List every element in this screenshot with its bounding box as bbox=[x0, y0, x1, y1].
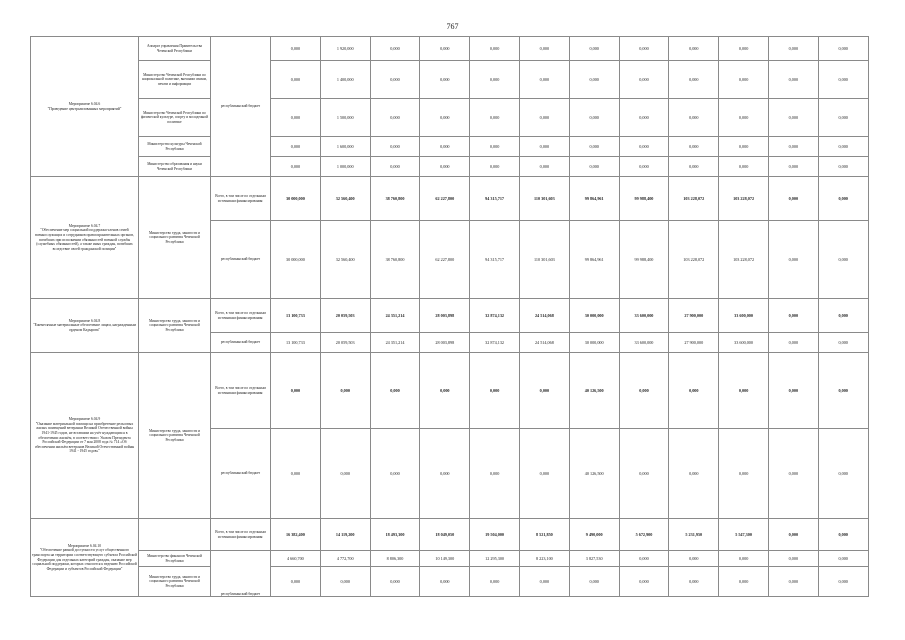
value-cell: 30 000,000 bbox=[271, 177, 321, 221]
value-cell: 0,000 bbox=[818, 551, 868, 567]
funding-source-cell: Всего, в том числе по отдельным источникам финансирования: bbox=[211, 299, 271, 333]
value-cell: 0,000 bbox=[669, 157, 719, 177]
value-cell: 18 493,300 bbox=[370, 519, 420, 551]
event-label: Мероприятие 6.04.7 "Обеспечение мер социальной поддержки членов семей военнослужащих и сотрудников правоохранительных органов, погибших при исполнении обязанностей военной службы (служебных обязанностей), а также иных граждан, погибших вследствие своей гражданской позиции" bbox=[31, 177, 139, 299]
funding-source-cell: Всего, в том числе по отдельным источникам финансирования: bbox=[211, 177, 271, 221]
value-cell: 0,000 bbox=[370, 567, 420, 597]
value-cell: 0,000 bbox=[271, 353, 321, 429]
value-cell: 0,000 bbox=[470, 429, 520, 519]
value-cell: 0,000 bbox=[818, 157, 868, 177]
value-cell: 103 228,072 bbox=[719, 221, 769, 299]
value-cell: 110 301,603 bbox=[519, 177, 569, 221]
page-number: 767 bbox=[446, 22, 459, 31]
value-cell: 0,000 bbox=[768, 429, 818, 519]
value-cell: 0,000 bbox=[370, 137, 420, 157]
value-cell: 0,000 bbox=[470, 157, 520, 177]
value-cell: 0,000 bbox=[519, 137, 569, 157]
value-cell: 33 600,000 bbox=[619, 333, 669, 353]
value-cell: 0,000 bbox=[719, 99, 769, 137]
value-cell: 0,000 bbox=[271, 61, 321, 99]
value-cell: 38 760,800 bbox=[370, 221, 420, 299]
value-cell: 0,000 bbox=[768, 551, 818, 567]
value-cell: 0,000 bbox=[768, 353, 818, 429]
value-cell: 0,000 bbox=[619, 157, 669, 177]
event-label: Мероприятие 6.04.6 "Проведение централизованных мероприятий" bbox=[31, 37, 139, 177]
value-cell: 33 600,000 bbox=[719, 299, 769, 333]
value-cell: 28 003,898 bbox=[420, 299, 470, 333]
value-cell: 27 900,000 bbox=[669, 299, 719, 333]
value-cell: 1 500,000 bbox=[320, 99, 370, 137]
value-cell: 24 514,068 bbox=[519, 299, 569, 333]
value-cell: 0,000 bbox=[719, 61, 769, 99]
value-cell: 30 000,000 bbox=[569, 333, 619, 353]
value-cell: 19 504,000 bbox=[470, 519, 520, 551]
value-cell: 0,000 bbox=[818, 137, 868, 157]
value-cell: 0,000 bbox=[669, 99, 719, 137]
executor-cell: Министерство финансов Чеченской Республики bbox=[139, 551, 211, 567]
funding-source-cell: республиканский бюджет bbox=[211, 37, 271, 177]
value-cell: 0,000 bbox=[519, 99, 569, 137]
value-cell: 1 400,000 bbox=[320, 61, 370, 99]
table-row bbox=[31, 99, 869, 137]
value-cell: 0,000 bbox=[818, 429, 868, 519]
table-row bbox=[31, 519, 869, 551]
value-cell: 0,000 bbox=[271, 157, 321, 177]
value-cell: 0,000 bbox=[768, 137, 818, 157]
value-cell: 99 864,961 bbox=[569, 177, 619, 221]
funding-source-cell: республиканский бюджет bbox=[211, 221, 271, 299]
value-cell: 0,000 bbox=[818, 353, 868, 429]
executor-cell: Министерство труда, занятости и социального развития Чеченской Республики bbox=[139, 567, 211, 597]
value-cell: 0,000 bbox=[420, 567, 470, 597]
value-cell: 20 059,503 bbox=[320, 333, 370, 353]
table-row bbox=[31, 177, 869, 221]
value-cell: 32 874,132 bbox=[470, 299, 520, 333]
value-cell: 0,000 bbox=[818, 177, 868, 221]
value-cell: 0,000 bbox=[768, 333, 818, 353]
value-cell: 0,000 bbox=[470, 567, 520, 597]
value-cell: 0,000 bbox=[569, 37, 619, 61]
value-cell: 0,000 bbox=[619, 137, 669, 157]
value-cell: 0,000 bbox=[470, 61, 520, 99]
value-cell: 94 315,717 bbox=[470, 221, 520, 299]
value-cell: 0,000 bbox=[320, 567, 370, 597]
value-cell: 0,000 bbox=[719, 37, 769, 61]
funding-source-cell: Всего, в том числе по отдельным источникам финансирования: bbox=[211, 353, 271, 429]
value-cell: 1 000,000 bbox=[320, 157, 370, 177]
value-cell: 0,000 bbox=[719, 551, 769, 567]
value-cell: 0,000 bbox=[420, 99, 470, 137]
value-cell: 27 900,000 bbox=[669, 333, 719, 353]
value-cell: 0,000 bbox=[370, 99, 420, 137]
value-cell: 0,000 bbox=[519, 353, 569, 429]
value-cell: 0,000 bbox=[818, 99, 868, 137]
value-cell: 4 660,700 bbox=[271, 551, 321, 567]
budget-table bbox=[30, 36, 869, 597]
value-cell: 0,000 bbox=[768, 61, 818, 99]
value-cell: 8 223,100 bbox=[519, 551, 569, 567]
value-cell: 24 351,214 bbox=[370, 333, 420, 353]
value-cell: 38 760,800 bbox=[370, 177, 420, 221]
value-cell: 0,000 bbox=[818, 299, 868, 333]
event-label: Мероприятие 6.04.8 "Ежемесячные материальные обеспечение лицам, награжденным орденом Кадырова" bbox=[31, 299, 139, 353]
value-cell: 20 059,503 bbox=[320, 299, 370, 333]
value-cell: 110 301,603 bbox=[519, 221, 569, 299]
value-cell: 0,000 bbox=[370, 353, 420, 429]
value-cell: 0,000 bbox=[569, 157, 619, 177]
event-label: Мероприятие 6.04.10 "Обеспечение равной доступности услуг общественного транспорта на территории соответствующего субъекта Российской Федерации для отдельных категорий граждан, оказание мер социальной поддержки, которых относится к ведению Российской Федерации и субъектов Российской Федерации" bbox=[31, 519, 139, 597]
value-cell: 0,000 bbox=[420, 61, 470, 99]
value-cell: 0,000 bbox=[719, 157, 769, 177]
value-cell: 0,000 bbox=[719, 353, 769, 429]
value-cell: 0,000 bbox=[470, 37, 520, 61]
value-cell: 40 126,500 bbox=[569, 353, 619, 429]
event-label: Мероприятие 6.04.9 "Оказание материальной помощи на приобретение рельсовых жилых помещений ветеранам Великой Отечественной войны 1941-1945 годов, не вставшим на учёт нуждающихся в обеспечении жильём, в соответствии с Указом Президента Российской Федерации от 7 мая 2008 года № 714 «Об обеспечении жильём ветеранов Великой Отечественной войны 1941 - 1945 годов»" bbox=[31, 353, 139, 519]
value-cell: 0,000 bbox=[669, 567, 719, 597]
value-cell: 12 295,300 bbox=[470, 551, 520, 567]
value-cell: 0,000 bbox=[818, 37, 868, 61]
value-cell: 0,000 bbox=[719, 567, 769, 597]
value-cell: 0,000 bbox=[519, 429, 569, 519]
value-cell: 103 228,072 bbox=[669, 177, 719, 221]
value-cell: 99 864,961 bbox=[569, 221, 619, 299]
table-row bbox=[31, 37, 869, 61]
value-cell: 24 351,214 bbox=[370, 299, 420, 333]
value-cell: 0,000 bbox=[370, 61, 420, 99]
value-cell: 0,000 bbox=[818, 519, 868, 551]
value-cell: 0,000 bbox=[271, 429, 321, 519]
value-cell: 0,000 bbox=[320, 353, 370, 429]
value-cell: 0,000 bbox=[768, 37, 818, 61]
executor-cell bbox=[139, 519, 211, 551]
executor-cell: Министерство образования и науки Чеченской Республики bbox=[139, 157, 211, 177]
value-cell: 0,000 bbox=[768, 157, 818, 177]
value-cell: 3 827,530 bbox=[569, 551, 619, 567]
value-cell: 0,000 bbox=[619, 61, 669, 99]
value-cell: 8 521,850 bbox=[519, 519, 569, 551]
funding-source-cell: республиканский бюджет bbox=[211, 429, 271, 519]
executor-cell: Министерство Чеченской Республики по физической культуре, спорту и молодежной политике bbox=[139, 99, 211, 137]
value-cell: 99 988,400 bbox=[619, 221, 669, 299]
value-cell: 4 772,700 bbox=[320, 551, 370, 567]
value-cell: 62 227,800 bbox=[420, 177, 470, 221]
value-cell: 0,000 bbox=[470, 353, 520, 429]
value-cell: 5 672,900 bbox=[619, 519, 669, 551]
value-cell: 0,000 bbox=[619, 99, 669, 137]
value-cell: 103 228,072 bbox=[719, 177, 769, 221]
funding-source-cell: Всего, в том числе по отдельным источникам финансирования: bbox=[211, 519, 271, 551]
value-cell: 0,000 bbox=[519, 157, 569, 177]
value-cell: 0,000 bbox=[420, 429, 470, 519]
value-cell: 0,000 bbox=[669, 353, 719, 429]
value-cell: 62 227,800 bbox=[420, 221, 470, 299]
table-row bbox=[31, 61, 869, 99]
table-row bbox=[31, 299, 869, 333]
value-cell: 0,000 bbox=[669, 137, 719, 157]
executor-cell: Аппарат управления Правительства Чеченской Республики bbox=[139, 37, 211, 61]
value-cell: 0,000 bbox=[619, 429, 669, 519]
value-cell: 0,000 bbox=[619, 37, 669, 61]
value-cell: 40 126,500 bbox=[569, 429, 619, 519]
table-row bbox=[31, 567, 869, 597]
value-cell: 0,000 bbox=[420, 37, 470, 61]
value-cell: 0,000 bbox=[669, 37, 719, 61]
executor-cell: Министерство труда, занятости и социального развития Чеченской Республики bbox=[139, 353, 211, 519]
value-cell: 8 806,300 bbox=[370, 551, 420, 567]
value-cell: 33 600,000 bbox=[619, 299, 669, 333]
value-cell: 0,000 bbox=[619, 567, 669, 597]
value-cell: 5 547,300 bbox=[719, 519, 769, 551]
value-cell: 1 920,000 bbox=[320, 37, 370, 61]
value-cell: 0,000 bbox=[719, 429, 769, 519]
value-cell: 0,000 bbox=[768, 99, 818, 137]
value-cell: 0,000 bbox=[271, 37, 321, 61]
value-cell: 0,000 bbox=[818, 567, 868, 597]
value-cell: 0,000 bbox=[271, 99, 321, 137]
value-cell: 0,000 bbox=[619, 551, 669, 567]
value-cell: 0,000 bbox=[519, 567, 569, 597]
funding-source-cell: республиканский бюджет bbox=[211, 333, 271, 353]
value-cell: 94 315,717 bbox=[470, 177, 520, 221]
value-cell: 0,000 bbox=[818, 221, 868, 299]
executor-cell: Министерство Чеченской Республики по национальной политике, внешним связям, печати и информации bbox=[139, 61, 211, 99]
value-cell: 0,000 bbox=[569, 99, 619, 137]
value-cell: 0,000 bbox=[569, 61, 619, 99]
value-cell: 0,000 bbox=[271, 567, 321, 597]
value-cell: 14 119,200 bbox=[320, 519, 370, 551]
value-cell: 0,000 bbox=[768, 177, 818, 221]
value-cell: 0,000 bbox=[519, 37, 569, 61]
value-cell: 0,000 bbox=[470, 99, 520, 137]
value-cell: 0,000 bbox=[420, 137, 470, 157]
value-cell: 0,000 bbox=[619, 353, 669, 429]
value-cell: 18 049,050 bbox=[420, 519, 470, 551]
value-cell: 32 874,132 bbox=[470, 333, 520, 353]
table-row bbox=[31, 157, 869, 177]
funding-source-cell: республиканский бюджет bbox=[211, 551, 271, 597]
table-row bbox=[31, 137, 869, 157]
value-cell: 0,000 bbox=[669, 551, 719, 567]
executor-cell: Министерство культуры Чеченской Республики bbox=[139, 137, 211, 157]
value-cell: 0,000 bbox=[370, 157, 420, 177]
value-cell: 16 382,400 bbox=[271, 519, 321, 551]
value-cell: 0,000 bbox=[420, 353, 470, 429]
value-cell: 0,000 bbox=[818, 333, 868, 353]
value-cell: 0,000 bbox=[320, 429, 370, 519]
value-cell: 13 100,733 bbox=[271, 299, 321, 333]
value-cell: 0,000 bbox=[370, 37, 420, 61]
value-cell: 13 100,733 bbox=[271, 333, 321, 353]
value-cell: 0,000 bbox=[768, 299, 818, 333]
value-cell: 0,000 bbox=[669, 429, 719, 519]
value-cell: 28 003,898 bbox=[420, 333, 470, 353]
table-row bbox=[31, 551, 869, 567]
value-cell: 9 490,000 bbox=[569, 519, 619, 551]
value-cell: 0,000 bbox=[569, 567, 619, 597]
executor-cell: Министерство труда, занятости и социального развития Чеченской Республики bbox=[139, 177, 211, 299]
value-cell: 0,000 bbox=[719, 137, 769, 157]
value-cell: 32 560,400 bbox=[320, 221, 370, 299]
table-row bbox=[31, 353, 869, 429]
value-cell: 30 000,000 bbox=[271, 221, 321, 299]
value-cell: 32 560,400 bbox=[320, 177, 370, 221]
value-cell: 0,000 bbox=[669, 61, 719, 99]
value-cell: 0,000 bbox=[818, 61, 868, 99]
value-cell: 0,000 bbox=[370, 429, 420, 519]
value-cell: 30 000,000 bbox=[569, 299, 619, 333]
value-cell: 99 988,400 bbox=[619, 177, 669, 221]
value-cell: 0,000 bbox=[569, 137, 619, 157]
value-cell: 0,000 bbox=[420, 157, 470, 177]
value-cell: 33 600,000 bbox=[719, 333, 769, 353]
value-cell: 1 600,000 bbox=[320, 137, 370, 157]
value-cell: 5 231,950 bbox=[669, 519, 719, 551]
value-cell: 0,000 bbox=[768, 567, 818, 597]
value-cell: 24 514,068 bbox=[519, 333, 569, 353]
value-cell: 103 228,072 bbox=[669, 221, 719, 299]
executor-cell: Министерство труда, занятости и социального развития Чеченской Республики bbox=[139, 299, 211, 353]
value-cell: 10 149,300 bbox=[420, 551, 470, 567]
value-cell: 0,000 bbox=[470, 137, 520, 157]
value-cell: 0,000 bbox=[519, 61, 569, 99]
value-cell: 0,000 bbox=[768, 221, 818, 299]
value-cell: 0,000 bbox=[768, 519, 818, 551]
value-cell: 0,000 bbox=[271, 137, 321, 157]
